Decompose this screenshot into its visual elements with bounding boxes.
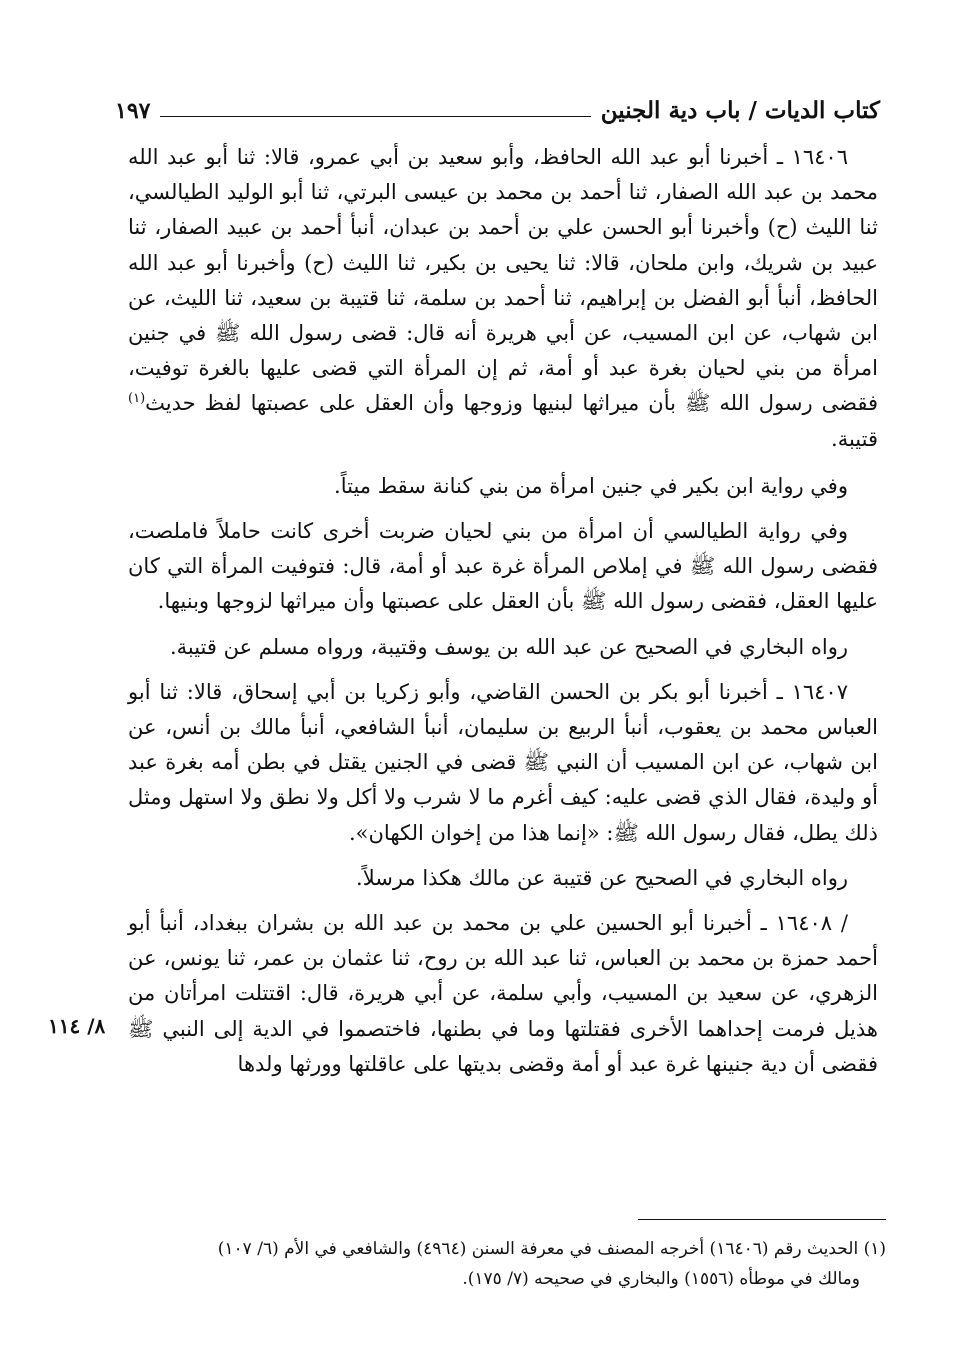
hadith-16408: / ١٦٤٠٨ ـ أخبرنا أبو الحسين علي بن محمد بن عبد الله بن بشران ببغداد، أنبأ أبو أحمد حمزة بن محمد بن العباس، ثنا عبد الله بن روح، ثنا عثمان بن عمر، ثنا يونس، عن الزهري، عن سعيد بن المسيب، وأبي سلمة، عن أبي هريرة، قال: اقتتلت امرأتان من هذيل فرمت إحداهما الأخرى فقتلتها وما في بطنها، فاختصموا في الدية إلى النبي ﷺ فقضى أن دية جنينها غرة عبد أو أمة وقضى بديتها على عاقلتها وورثها ولدها bbox=[128, 911, 878, 1076]
footnotes bbox=[128, 1234, 886, 1294]
margin-volume-page-ref: ٨/ ١١٤ bbox=[48, 1014, 106, 1038]
chapter-title: كتاب الديات / باب دية الجنين bbox=[600, 97, 880, 124]
footnote-1-line-2: ومالك في موطأه (١٥٥٦) والبخاري في صحيحه (٧/ ١٧٥). bbox=[462, 1269, 860, 1289]
riwaya-tayalisi: وفي رواية الطيالسي أن امرأة من بني لحيان ضربت أخرى كانت حاملاً فاملصت، فقضى رسول الله ﷺ في إملاص المرأة غرة عبد أو أمة، قال: فتوفيت المرأة التي كان عليها العقل، فقضى رسول الله ﷺ بأن العقل على عصبتها وأن ميراثها لزوجها وبنيها. bbox=[128, 519, 878, 614]
header-rule bbox=[160, 116, 590, 117]
bukhari-muslim-note: رواه البخاري في الصحيح عن عبد الله بن يوسف وقتيبة، ورواه مسلم عن قتيبة. bbox=[169, 634, 848, 659]
page-number: ١٩٧ bbox=[115, 98, 151, 124]
hadith-16406-text: ١٦٤٠٦ ـ أخبرنا أبو عبد الله الحافظ، وأبو سعيد بن أبي عمرو، قالا: ثنا أبو عبد الله محمد بن عبد الله الصفار، ثنا أحمد بن محمد بن عيسى البرتي، ثنا أبو الوليد الطيالسي، ثنا الليث (ح) وأخبرنا أبو الحسن علي بن أحمد بن عبدان، أنبأ أحمد بن عبيد الصفار، ثنا عبيد بن شريك، وابن ملحان، قالا: ثنا يحيى بن بكير، ثنا الليث (ح) وأخبرنا أبو عبد الله الحافظ، أنبأ أبو الفضل بن إبراهيم، ثنا أحمد بن سلمة، ثنا قتيبة بن سعيد، ثنا الليث، عن ابن شهاب، عن ابن المسيب، عن أبي هريرة أنه قال: قضى رسول الله ﷺ في جنين امرأة من بني لحيان بغرة عبد أو أمة، ثم إن المرأة التي قضى عليها بالغرة توفيت، فقضى رسول الله ﷺ بأن ميراثها لبنيها وزوجها وأن العقل على عصبتها لفظ حديث bbox=[128, 145, 878, 416]
footnote-rule bbox=[638, 1219, 886, 1220]
riwaya-ibn-bukayr: وفي رواية ابن بكير في جنين امرأة من بني كنانة سقط ميتاً. bbox=[334, 473, 848, 498]
hadith-16406-tail: قتيبة. bbox=[831, 426, 878, 451]
hadith-16407: ١٦٤٠٧ ـ أخبرنا أبو بكر بن الحسن القاضي، وأبو زكريا بن أبي إسحاق، قالا: ثنا أبو العباس محمد بن يعقوب، أنبأ الربيع بن سليمان، أنبأ الشافعي، أنبأ مالك بن أنس، عن ابن شهاب، عن ابن المسيب أن النبي ﷺ قضى في الجنين يقتل في بطن أمه بغرة عبد أو وليدة، فقال الذي قضى عليه: كيف أغرم ما لا شرب ولا أكل ولا نطق ولا استهل ومثل ذلك يطل، فقال رسول الله ﷺ: «إنما هذا من إخوان الكهان». bbox=[128, 679, 878, 845]
footnote-1-line-1: (١) الحديث رقم (١٦٤٠٦) أخرجه المصنف في معرفة السنن (٤٩٦٤) والشافعي في الأم (٦/ ١٠٧) bbox=[217, 1239, 886, 1259]
footnote-marker[interactable]: (١) bbox=[128, 391, 146, 407]
hadith-16406 bbox=[128, 140, 878, 457]
bukhari-mursal-note: رواه البخاري في الصحيح عن قتيبة عن مالك هكذا مرسلاً. bbox=[356, 865, 848, 890]
main-text bbox=[128, 140, 878, 1092]
running-header bbox=[115, 86, 880, 122]
